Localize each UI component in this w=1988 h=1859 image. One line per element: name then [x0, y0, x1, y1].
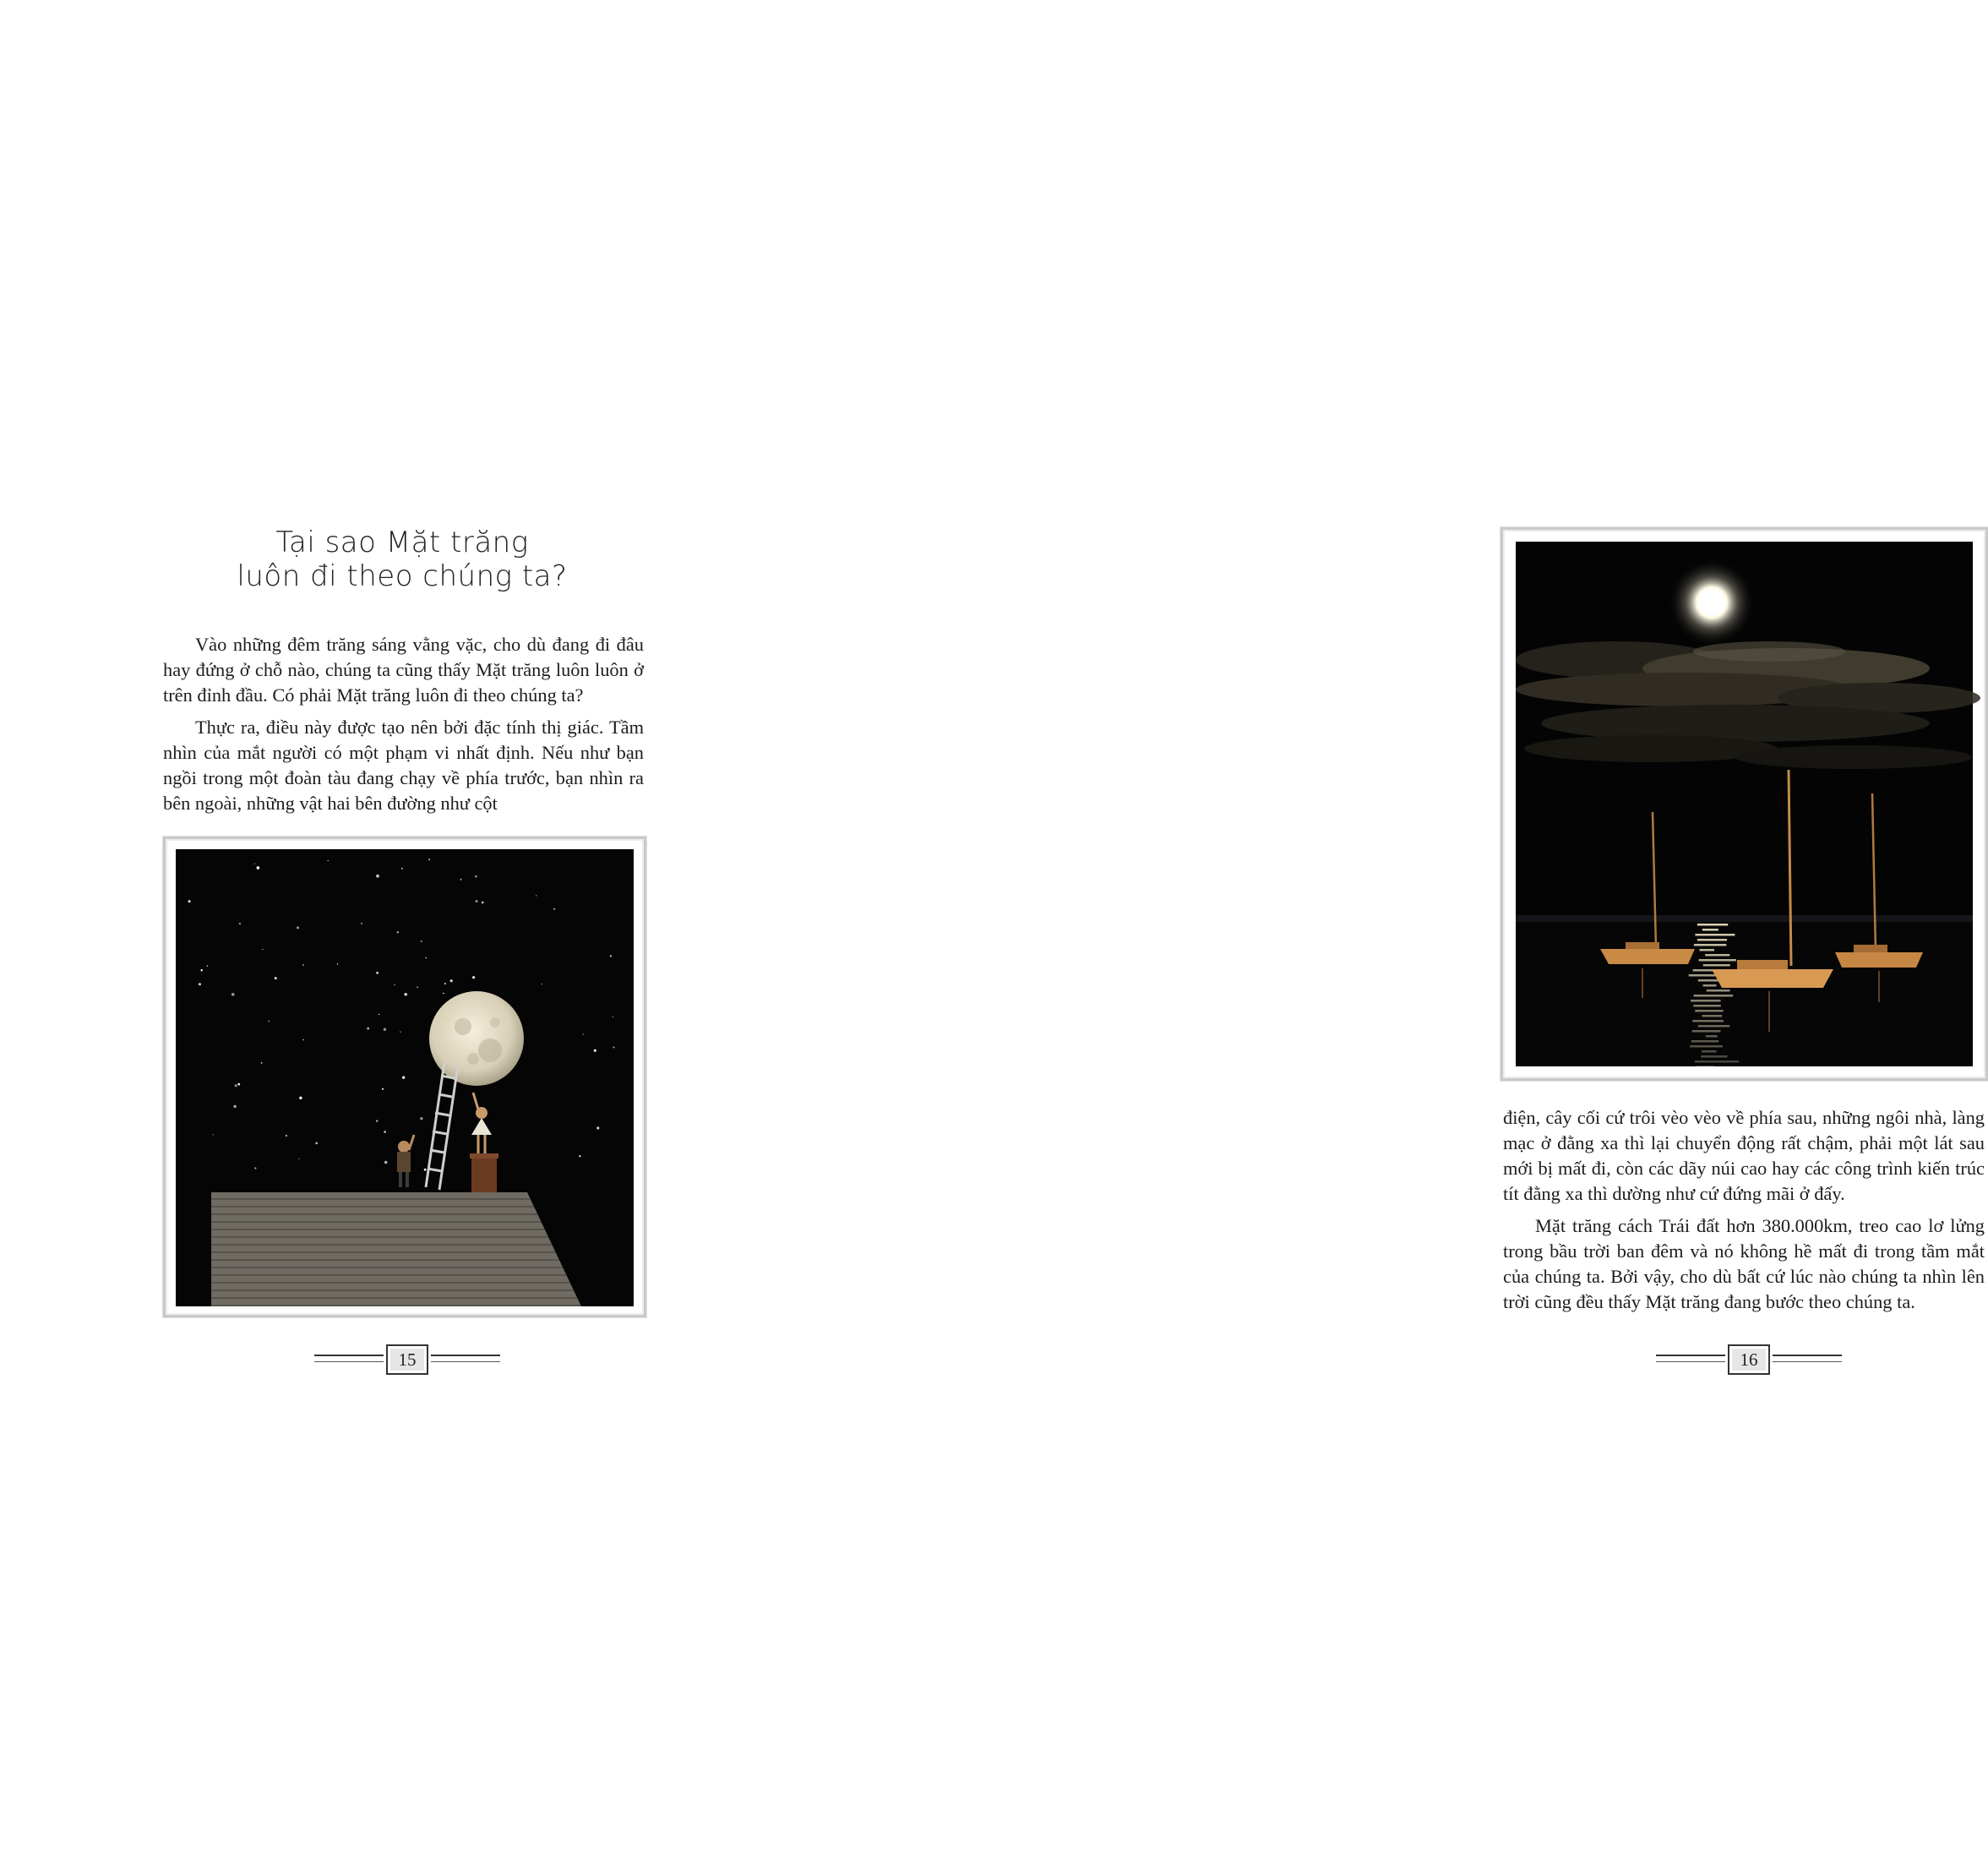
star: [234, 1084, 237, 1087]
star: [254, 863, 255, 864]
star: [233, 1105, 237, 1109]
star: [237, 1083, 240, 1086]
moon-reflection-streak: [1697, 924, 1728, 926]
moon-reflection-streak: [1697, 939, 1727, 941]
paragraph: Mặt trăng cách Trái đất hơn 380.000km, treo cao lơ lửng trong bầu trời ban đêm và nó không hề mất đi trong tầm mắt của chúng ta. Bởi vậy, cho dù bất cứ lúc nào chúng ta nhìn lên trời cũng đều thấy Mặt trăng đang bước theo chúng ta.: [1503, 1215, 1985, 1312]
moon-reflection-streak: [1695, 1060, 1739, 1063]
moon-reflection-streak: [1695, 934, 1735, 936]
star: [402, 1076, 405, 1078]
star: [376, 972, 379, 974]
moon-reflection-streak: [1702, 929, 1718, 931]
paragraph: điện, cây cối cứ trôi vèo vèo về phía sau, những ngôi nhà, làng mạc ở đằng xa thì lại chuyển động rất chậm, phải một lát sau mới bị mất đi, còn các dãy núi cao hay các công trình kiến trúc tít đằng xa thì dường như cứ đứng mãi ở đấy.: [1503, 1107, 1985, 1204]
moon-reflection-streak: [1702, 1015, 1723, 1017]
star: [610, 955, 612, 957]
moon-reflection-streak: [1691, 1040, 1718, 1043]
divider: [314, 1355, 384, 1362]
moon-reflection-streak: [1691, 1000, 1721, 1002]
star: [384, 1131, 386, 1133]
moon-reflection-streak: [1705, 954, 1729, 957]
page-number-text: 15: [390, 1349, 424, 1371]
star: [424, 1169, 427, 1171]
moon-ladder-photo: [163, 837, 646, 1317]
star: [200, 969, 202, 971]
star: [213, 1134, 214, 1135]
star: [376, 1120, 378, 1121]
moonlit-harbor-illustration: [1516, 542, 1973, 1066]
star: [286, 1135, 287, 1137]
page-title: [161, 526, 644, 593]
star: [298, 1158, 299, 1159]
moon-reflection-streak: [1690, 1045, 1723, 1048]
star: [297, 926, 299, 929]
star: [257, 866, 260, 870]
moon-reflection-streak: [1692, 1020, 1724, 1022]
star: [421, 940, 422, 942]
star: [472, 976, 475, 979]
right-page: [718, 0, 1985, 1859]
star: [382, 1088, 384, 1090]
moon-reflection-streak: [1694, 995, 1734, 997]
star: [239, 923, 241, 924]
left-page: [0, 0, 718, 1859]
star: [579, 1155, 580, 1157]
page-number-text: 16: [1732, 1349, 1766, 1371]
star: [262, 949, 263, 950]
page-number-box: [1728, 1344, 1770, 1375]
star: [376, 875, 379, 878]
paragraph: Thực ra, điều này được tạo nên bởi đặc tính thị giác. Tầm nhìn của mắt người có một phạm vi nhất định. Nếu như bạn ngồi trong một đoàn tàu đang chạy về phía trước, bạn nhìn ra bên ngoài, những vật hai bên đường như cột: [163, 717, 644, 814]
star: [328, 860, 329, 861]
star: [594, 1049, 596, 1052]
divider: [431, 1355, 500, 1362]
star: [536, 895, 537, 897]
moon-reflection-streak: [1692, 1030, 1721, 1033]
star: [425, 957, 427, 959]
star: [400, 1031, 401, 1033]
moon-reflection-streak: [1702, 1050, 1717, 1053]
divider: [1773, 1355, 1842, 1362]
moon-reflection-streak: [1701, 1055, 1727, 1058]
page-number-right: [1656, 1344, 1842, 1377]
moon-reflection-streak: [1699, 959, 1736, 962]
paragraph: Vào những đêm trăng sáng vằng vặc, cho dù đang đi đâu hay đứng ở chỗ nào, chúng ta cũng thấy Mặt trăng luôn luôn ở trên đỉnh đầu. Có phải Mặt trăng luôn đi theo chúng ta?: [163, 634, 644, 706]
star: [254, 1167, 256, 1169]
star: [188, 900, 191, 902]
moon-reflection-streak: [1703, 984, 1717, 987]
star: [450, 979, 453, 982]
star: [302, 964, 304, 966]
star: [443, 993, 444, 994]
star: [476, 900, 478, 902]
divider: [1656, 1355, 1725, 1362]
star: [231, 993, 235, 996]
moon-reflection-streak: [1694, 944, 1726, 946]
left-body-text: [163, 632, 644, 823]
star: [367, 1028, 369, 1030]
moon-reflection-streak: [1706, 1035, 1718, 1038]
star: [397, 931, 399, 933]
moon-reflection-streak: [1707, 989, 1730, 992]
star: [613, 1046, 614, 1048]
star: [596, 1126, 599, 1129]
star: [299, 1097, 302, 1099]
star: [315, 1142, 318, 1145]
star: [428, 859, 430, 860]
star: [302, 1039, 304, 1041]
star: [553, 908, 555, 910]
title-line-1: Tại sao Mặt trăng: [275, 526, 529, 559]
moon-reflection-streak: [1698, 1025, 1730, 1028]
star: [417, 986, 418, 988]
star: [268, 1020, 270, 1022]
moonlit-boats-photo: [1501, 527, 1988, 1081]
star: [384, 1028, 387, 1032]
star: [420, 1117, 422, 1120]
page-number-box: [386, 1344, 428, 1375]
star: [275, 977, 277, 979]
star: [460, 879, 461, 880]
moon-reflection-streak: [1698, 979, 1718, 982]
page-number-left: [314, 1344, 500, 1377]
right-body-text: [1503, 1105, 1985, 1322]
moon-reflection-streak: [1693, 1005, 1721, 1007]
star: [482, 902, 484, 904]
star: [384, 1161, 388, 1164]
star: [475, 875, 477, 878]
star: [444, 983, 446, 984]
moon-reflection-streak: [1703, 964, 1730, 967]
star: [199, 983, 201, 985]
star: [404, 993, 407, 996]
star: [361, 923, 362, 924]
star: [261, 1062, 263, 1064]
star: [401, 868, 403, 870]
star: [337, 963, 338, 964]
moon-reflection-streak: [1700, 949, 1715, 951]
title-line-2: luôn đi theo chúng ta?: [237, 559, 568, 593]
star: [583, 1033, 584, 1034]
moon-reflection-streak: [1697, 1066, 1714, 1068]
moon-ladder-illustration: [176, 849, 634, 1306]
moon-reflection-streak: [1695, 1010, 1723, 1012]
star: [207, 965, 209, 967]
